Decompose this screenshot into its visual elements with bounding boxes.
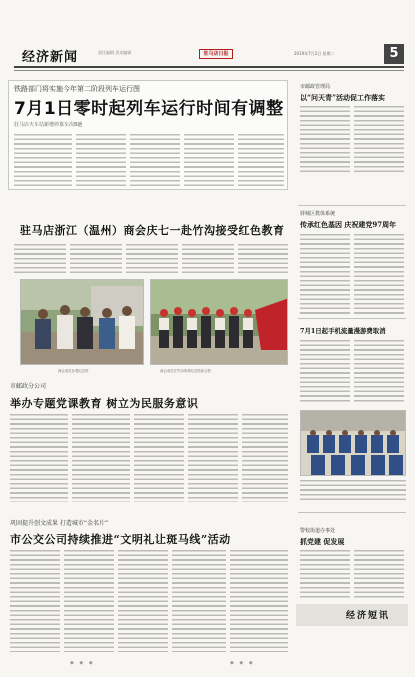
bus-body-3 [118,550,168,652]
postal-body-4 [188,414,238,502]
lead-body-col2 [76,134,126,186]
right-item1-body [300,106,350,174]
masthead-editors: 责任编辑 美术编辑 [98,50,132,55]
page-number: 5 [384,44,404,64]
lead-body-col1 [14,134,72,186]
right-item3-headline: 7月1日起手机流量漫游费取消 [300,327,386,335]
zhejiang-body-2 [70,244,122,274]
photo-group [150,279,288,365]
bus-body-4 [172,550,226,652]
bus-body-2 [64,550,114,652]
postal-label: 市邮政分公司 [10,383,47,390]
zhejiang-body-1 [14,244,66,274]
zhejiang-body-5 [238,244,288,274]
right-divider-3 [298,512,406,513]
bus-body-5 [230,550,288,652]
masthead-rule [14,66,404,68]
photo-visit-caption: 商会成员参观纪念馆 [58,369,89,373]
footer-ornament-right: ◆ ◆ ◆ [230,660,255,666]
right-divider-1 [298,205,406,206]
bus-label: 巩固提升创文成果 打造城市“金名片” [10,520,109,527]
lead-kicker: 铁路部门将实施今年第二阶段列车运行图 [14,85,140,93]
right-divider-2 [298,318,406,319]
right-item3-body-b [354,340,404,402]
right-item3-body [300,340,350,402]
postal-body-1 [10,414,68,502]
bus-headline: 市公交公司持续推进“文明礼让斑马线”活动 [10,533,231,546]
brief-title: 经济短讯 [346,611,391,621]
zhejiang-body-4 [182,244,234,274]
photo-group-image [151,280,288,365]
zhejiang-headline: 驻马店浙江（温州）商会庆七一赴竹沟接受红色教育 [20,224,285,237]
footer-ornament-left: ◆ ◆ ◆ [70,660,95,666]
lead-headline: 7月1日零时起列车运行时间有调整 [14,99,284,119]
lead-subtitle: 驻马店火车站新增停靠车次8趟 [14,122,83,128]
photo-visit-image [21,280,144,365]
right-item1-label: 市邮政管理局 [300,84,331,90]
lead-body-col4 [184,134,234,186]
right-item4-label: 警校街道办事处 [300,528,336,534]
masthead [14,44,404,68]
bus-body-1 [10,550,60,652]
postal-body-3 [134,414,184,502]
right-item4-body [300,550,350,598]
right-item2-headline: 传承红色基因 庆祝建党97周年 [300,220,397,229]
right-item1-headline: 以“问天青”活动促工作落实 [300,93,386,102]
right-item2-body-b [354,234,404,314]
right-item2-label: 驿城区教体系统 [300,211,336,217]
postal-body-2 [72,414,130,502]
right-item4-headline: 抓党建 促发展 [300,537,345,546]
photo-police-caption [300,480,406,500]
photo-police-image [301,411,406,476]
newspaper-logo: 驻马店日报 [199,49,233,59]
right-item1-body-b [354,106,404,174]
masthead-rule-thin [14,70,404,71]
lead-body-col5 [238,134,284,186]
issue-date: 2019年7月2日 星期二 [294,51,335,56]
right-item2-body [300,234,350,314]
photo-group-caption: 商会成员在竹沟革命纪念馆前合影 [160,369,211,373]
right-item4-body-b [354,550,404,598]
section-title: 经济新闻 [22,50,79,65]
postal-headline: 举办专题党课教育 树立为民服务意识 [10,397,199,410]
photo-visit [20,279,144,365]
postal-body-5 [242,414,288,502]
lead-body-col3 [130,134,180,186]
zhejiang-body-3 [126,244,178,274]
photo-police [300,410,406,476]
